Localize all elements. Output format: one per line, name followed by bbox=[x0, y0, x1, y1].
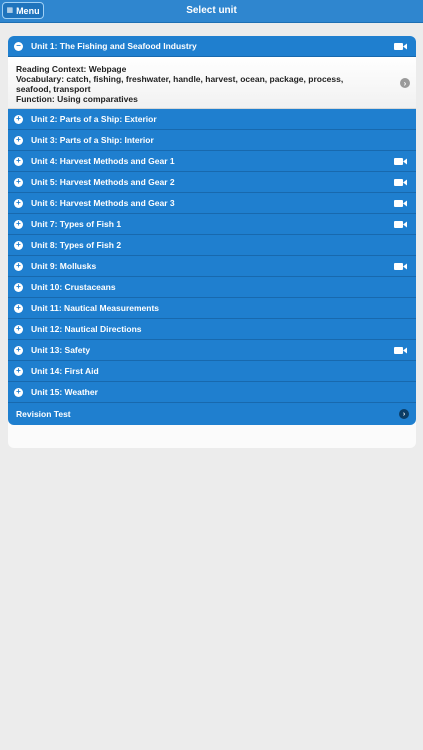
expand-icon[interactable]: + bbox=[14, 367, 23, 376]
unit-label: Unit 13: Safety bbox=[31, 345, 91, 355]
video-icon bbox=[394, 199, 407, 208]
unit-row-11[interactable] bbox=[8, 298, 416, 319]
unit-label: Unit 4: Harvest Methods and Gear 1 bbox=[31, 156, 175, 166]
expand-icon[interactable]: + bbox=[14, 304, 23, 313]
expand-icon[interactable]: + bbox=[14, 241, 23, 250]
video-icon bbox=[394, 178, 407, 187]
unit-row-1[interactable] bbox=[8, 36, 416, 57]
unit-row-9[interactable] bbox=[8, 256, 416, 277]
expand-icon[interactable]: + bbox=[14, 220, 23, 229]
expand-icon[interactable]: + bbox=[14, 115, 23, 124]
unit-row-10[interactable] bbox=[8, 277, 416, 298]
expand-icon[interactable]: + bbox=[14, 283, 23, 292]
revision-test-label: Revision Test bbox=[16, 409, 71, 419]
function: Function: Using comparatives bbox=[16, 94, 138, 104]
video-icon bbox=[394, 220, 407, 229]
expand-icon[interactable]: + bbox=[14, 136, 23, 145]
video-icon bbox=[394, 42, 407, 51]
expand-icon[interactable]: + bbox=[14, 325, 23, 334]
grid-icon: ▦ bbox=[6, 7, 14, 14]
expand-icon[interactable]: + bbox=[14, 388, 23, 397]
expand-icon[interactable]: + bbox=[14, 262, 23, 271]
unit-label: Unit 14: First Aid bbox=[31, 366, 99, 376]
unit-row-12[interactable] bbox=[8, 319, 416, 340]
menu-button-label: Menu bbox=[16, 5, 40, 16]
unit-label: Unit 9: Mollusks bbox=[31, 261, 97, 271]
unit-label: Unit 8: Types of Fish 2 bbox=[31, 240, 122, 250]
unit-row-13[interactable] bbox=[8, 340, 416, 361]
top-bar bbox=[0, 0, 423, 23]
unit-label: Unit 1: The Fishing and Seafood Industry bbox=[31, 41, 197, 51]
unit-label: Unit 7: Types of Fish 1 bbox=[31, 219, 122, 229]
unit-row-14[interactable] bbox=[8, 361, 416, 382]
video-icon bbox=[394, 262, 407, 271]
unit-row-15[interactable] bbox=[8, 382, 416, 403]
unit-label: Unit 10: Crustaceans bbox=[31, 282, 116, 292]
expand-icon[interactable]: + bbox=[14, 157, 23, 166]
expand-icon[interactable]: + bbox=[14, 178, 23, 187]
vocabulary: Vocabulary: catch, fishing, freshwater, handle, harvest, ocean, package, process, seafood, transport bbox=[16, 74, 344, 94]
unit-label: Unit 2: Parts of a Ship: Exterior bbox=[31, 114, 157, 124]
unit-label: Unit 12: Nautical Directions bbox=[31, 324, 142, 334]
unit-label: Unit 11: Nautical Measurements bbox=[31, 303, 160, 313]
unit-list-panel bbox=[8, 36, 416, 448]
unit-row-8[interactable] bbox=[8, 235, 416, 256]
revision-test-button[interactable] bbox=[8, 403, 416, 425]
unit-row-7[interactable] bbox=[8, 214, 416, 235]
unit-label: Unit 3: Parts of a Ship: Interior bbox=[31, 135, 154, 145]
unit-label: Unit 5: Harvest Methods and Gear 2 bbox=[31, 177, 175, 187]
unit-row-3[interactable] bbox=[8, 130, 416, 151]
chevron-right-icon: › bbox=[399, 409, 409, 419]
collapse-icon[interactable]: − bbox=[14, 42, 23, 51]
video-icon bbox=[394, 346, 407, 355]
unit-row-5[interactable] bbox=[8, 172, 416, 193]
unit-row-6[interactable] bbox=[8, 193, 416, 214]
reading-context: Reading Context: Webpage bbox=[16, 64, 127, 74]
expand-icon[interactable]: + bbox=[14, 346, 23, 355]
expand-icon[interactable]: + bbox=[14, 199, 23, 208]
unit-label: Unit 6: Harvest Methods and Gear 3 bbox=[31, 198, 175, 208]
unit-row-2[interactable] bbox=[8, 109, 416, 130]
unit-1-detail bbox=[8, 57, 416, 109]
page-title: Select unit bbox=[186, 5, 237, 16]
unit-label: Unit 15: Weather bbox=[31, 387, 98, 397]
chevron-right-icon[interactable]: › bbox=[400, 78, 410, 88]
unit-row-4[interactable] bbox=[8, 151, 416, 172]
video-icon bbox=[394, 157, 407, 166]
